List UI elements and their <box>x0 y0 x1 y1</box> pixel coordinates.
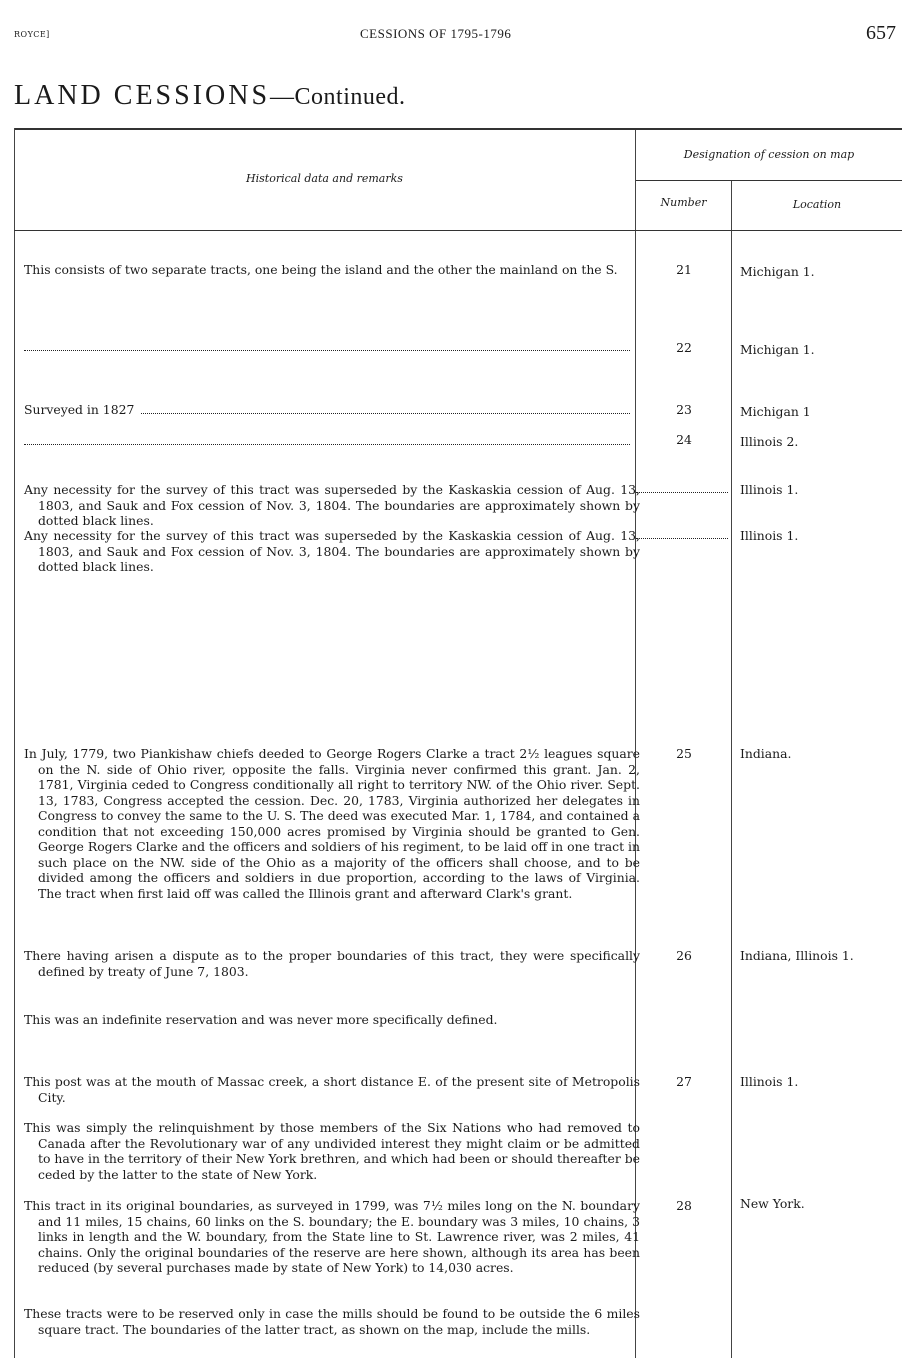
section-title <box>14 80 406 112</box>
cession-number-23: 23 <box>676 402 692 417</box>
section-title-main: LAND CESSIONS <box>14 80 271 111</box>
remark-entry-21: This consists of two separate tracts, one being the island and the other the mainland on the S. <box>24 262 618 277</box>
remark-kaskaskia-b: Any necessity for the survey of this tract was superseded by the Kaskaskia cession of Aug. 13, 1803, and Sauk and Fox cession of Nov. 3, 1804. The boundaries are approximately shown by dotted black lines. <box>24 528 640 574</box>
remark-entry-25: In July, 1779, two Piankishaw chiefs deeded to George Rogers Clarke a tract 2½ leagues square on the N. side of Ohio river, opposite the falls. Virginia never confirmed this grant. Jan. 2, 1781, Virginia ceded to Congress conditionally all right to territory NW. of the Ohio river. Sept. 13, 1783, Congress accepted the cession. Dec. 20, 1783, Virginia authorized her delegates in Congress to convey the same to the U. S. The deed was executed Mar. 1, 1784, and contained a condition that not exceeding 150,000 acres promised by Virginia should be granted to Gen. George Rogers Clarke and the officers and soldiers of his regiment, to be laid off in one tract in such place on the NW. side of the Ohio as a majority of the officers shall choose, and to be divided among the officers and soldiers in due proportion, according to the laws of Virginia. The tract when first laid off was called the Illinois grant and afterward Clark's grant. <box>24 746 640 901</box>
section-title-continued: —Continued. <box>270 84 406 110</box>
cession-location-28: New York. <box>740 1196 805 1211</box>
remark-entry-23: Surveyed in 1827 <box>24 402 140 418</box>
remark-indefinite-reservation: This was an indefinite reservation and was never more specifically defined. <box>24 1012 498 1027</box>
table-left-rule <box>14 128 15 1358</box>
cession-number-28: 28 <box>676 1198 692 1213</box>
cession-number-24: 24 <box>676 432 692 447</box>
cession-number-26: 26 <box>676 948 692 963</box>
page-number: 657 <box>866 22 896 44</box>
location-column-heading: Location <box>792 198 842 211</box>
remark-mills: These tracts were to be reserved only in case the mills should be found to be outside the 6 miles square tract. The boundaries of the latter tract, as shown on the map, include the mills. <box>24 1306 640 1337</box>
cession-location-21: Michigan 1. <box>740 264 815 279</box>
designation-column-heading: Designation of cession on map <box>683 148 855 161</box>
cession-number-22: 22 <box>676 340 692 355</box>
cession-number-25: 25 <box>676 746 692 761</box>
cession-number-21: 21 <box>676 262 692 277</box>
dot-leader <box>636 492 728 493</box>
running-head-title: CESSIONS OF 1795-1796 <box>360 26 512 41</box>
cession-location-24: Illinois 2. <box>740 434 799 449</box>
cession-location-22: Michigan 1. <box>740 342 815 357</box>
cession-location-25: Indiana. <box>740 746 792 761</box>
number-column-heading: Number <box>660 196 707 209</box>
remark-kaskaskia-a: Any necessity for the survey of this tract was superseded by the Kaskaskia cession of Aug. 13, 1803, and Sauk and Fox cession of Nov. 3, 1804. The boundaries are approximately shown by dotted black lines. <box>24 482 640 528</box>
dot-leader <box>636 538 728 539</box>
cession-location-illinois-a: Illinois 1. <box>740 482 799 497</box>
remark-entry-28: This tract in its original boundaries, as surveyed in 1799, was 7½ miles long on the N. boundary and 11 miles, 15 chains, 60 links on the S. boundary; the E. boundary was 3 miles, 10 chains, 3 links in length and the W. boundary, from the State line to St. Lawrence river, was 2 miles, 41 chains. Only the original boundaries of the reserve are here shown, although its area has been reduced (by several purchases made by state of New York) to 14,030 acres. <box>24 1198 640 1275</box>
remarks-column-heading: Historical data and remarks <box>246 172 403 185</box>
remark-entry-26: There having arisen a dispute as to the proper boundaries of this tract, they were specifically defined by treaty of June 7, 1803. <box>24 948 640 979</box>
remark-entry-27: This post was at the mouth of Massac creek, a short distance E. of the present site of Metropolis City. <box>24 1074 640 1105</box>
table-header-rule <box>14 230 902 231</box>
cession-location-illinois-b: Illinois 1. <box>740 528 799 543</box>
running-head-left: ROYCE] <box>14 30 50 39</box>
cession-number-27: 27 <box>676 1074 692 1089</box>
table-top-rule <box>14 128 902 130</box>
cession-location-27: Illinois 1. <box>740 1074 799 1089</box>
designation-subhead-rule <box>636 180 902 181</box>
remark-six-nations: This was simply the relinquishment by those members of the Six Nations who had removed to Canada after the Revolutionary war of any undivided interest they might claim or be admitted to have in the territory of their New York brethren, and which had been or should thereafter be ceded by the latter to the state of New York. <box>24 1120 640 1182</box>
dot-leader <box>24 350 630 351</box>
location-column-rule <box>731 180 732 1358</box>
cession-location-23: Michigan 1 <box>740 404 811 419</box>
cession-location-26: Indiana, Illinois 1. <box>740 948 854 963</box>
dot-leader <box>24 444 630 445</box>
